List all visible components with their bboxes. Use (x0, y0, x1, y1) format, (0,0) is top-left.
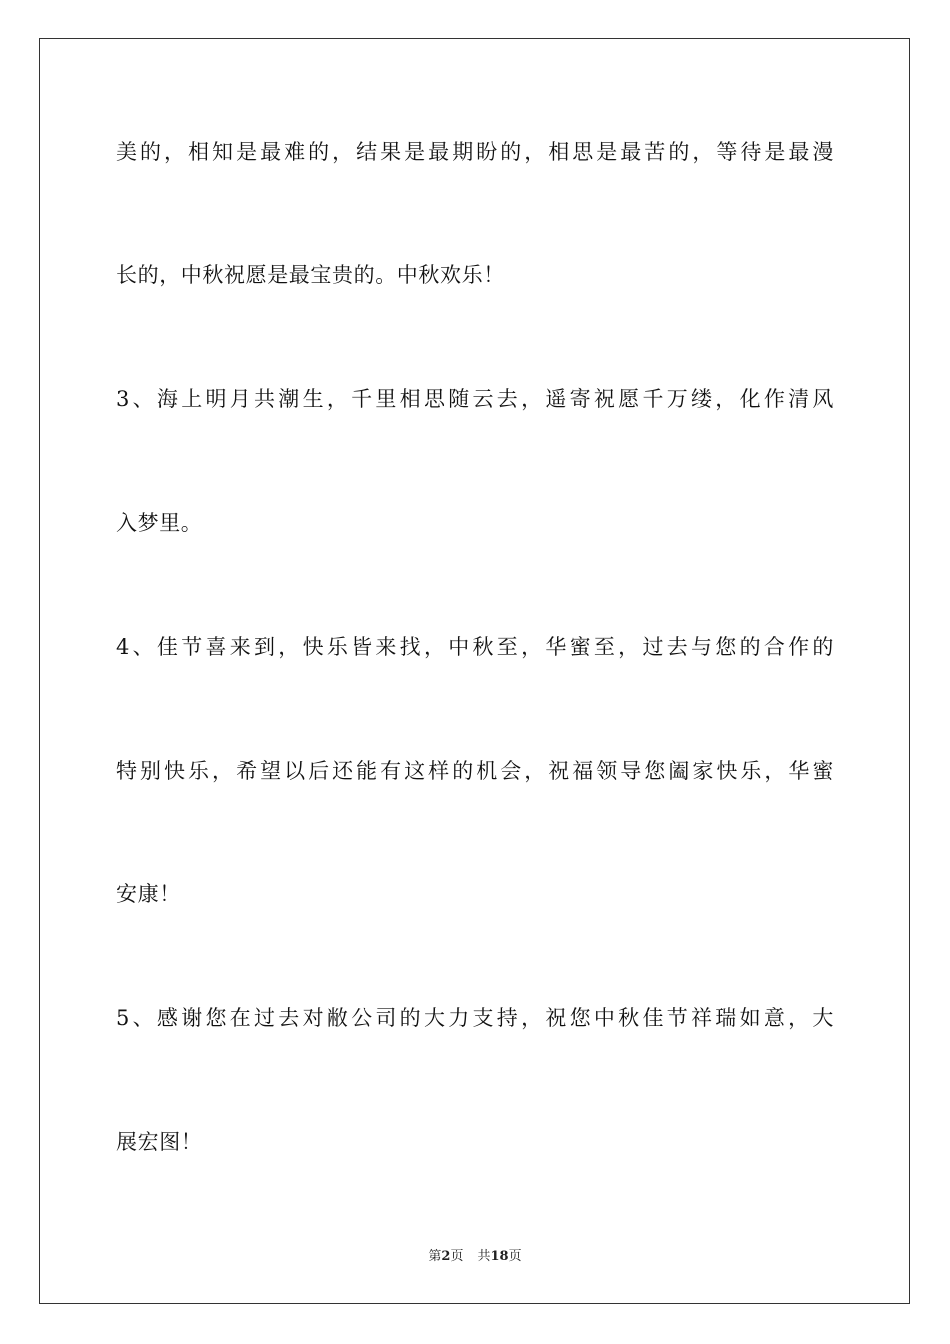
page-footer (0, 1248, 950, 1266)
text-line-7: 安康！ (116, 882, 181, 906)
page-number: 2 (441, 1249, 451, 1264)
text-line-4: 入梦里。 (116, 511, 203, 535)
text-line-2: 长的，中秋祝愿是最宝贵的。中秋欢乐！ (116, 263, 505, 287)
text-line-6: 特别快乐，希望以后还能有这样的机会，祝福领导您阖家快乐，华蜜 (116, 759, 834, 783)
total-prefix: 共 (477, 1249, 491, 1264)
total-suffix: 页 (508, 1249, 522, 1264)
page-border (39, 38, 910, 1304)
text-line-5: 4、佳节喜来到，快乐皆来找，中秋至，华蜜至，过去与您的合作的 (116, 635, 834, 659)
page-prefix: 第 (428, 1249, 442, 1264)
total-pages: 18 (490, 1249, 509, 1264)
text-line-8: 5、感谢您在过去对敝公司的大力支持，祝您中秋佳节祥瑞如意，大 (116, 1006, 834, 1030)
text-line-3: 3、海上明月共潮生，千里相思随云去，遥寄祝愿千万缕，化作清风 (116, 387, 834, 411)
text-line-1: 美的，相知是最难的，结果是最期盼的，相思是最苦的，等待是最漫 (116, 140, 834, 164)
text-line-9: 展宏图！ (116, 1130, 203, 1154)
page-suffix: 页 (450, 1249, 464, 1264)
